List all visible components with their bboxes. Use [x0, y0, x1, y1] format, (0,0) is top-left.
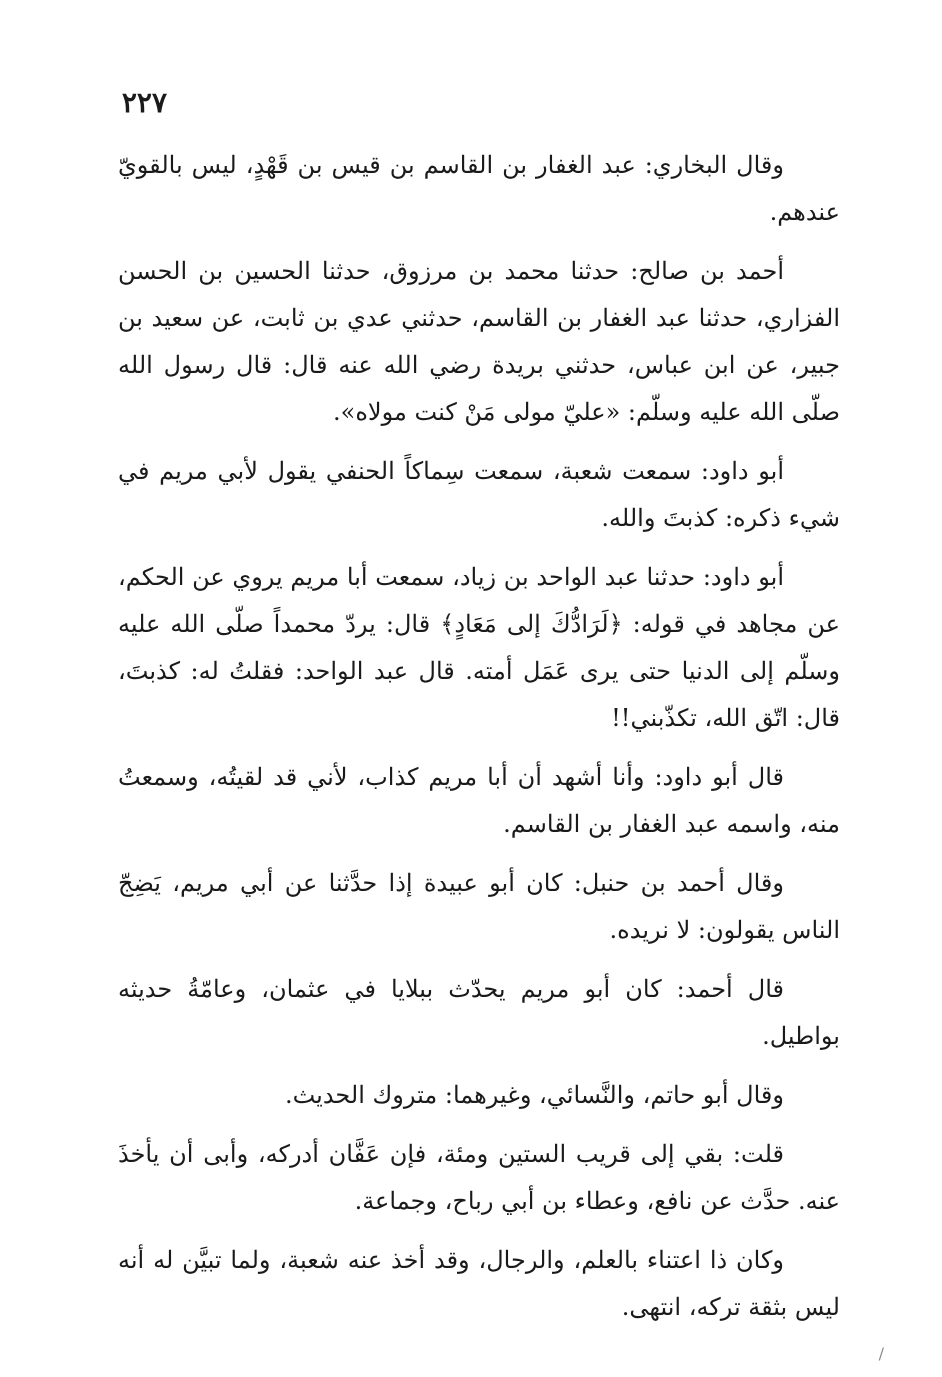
- paragraph: وقال أبو حاتم، والنَّسائي، وغيرهما: متروك الحديث.: [284, 1081, 784, 1109]
- body-text: [118, 142, 840, 1343]
- paragraph: وقال البخاري: عبد الغفار بن القاسم بن قيس بن قَهْدٍ، ليس بالقويّ عندهم.: [118, 151, 840, 226]
- paragraph: أبو داود: حدثنا عبد الواحد بن زياد، سمعت أبا مريم يروي عن الحكم، عن مجاهد في قوله: ﴿لَرَادُّكَ إلى مَعَادٍ﴾ قال: يردّ محمداً صلّى الله عليه وسلّم إلى الدنيا حتى يرى عَمَل أمته. قال عبد الواحد: فقلتُ له: كذبتَ، قال: اتّق الله، تكذّبني!!: [118, 563, 840, 732]
- scan-mark: /: [878, 1344, 884, 1363]
- paragraph: أبو داود: سمعت شعبة، سمعت سِماكاً الحنفي يقول لأبي مريم في شيء ذكره: كذبتَ والله.: [118, 457, 840, 532]
- paragraph: قال أحمد: كان أبو مريم يحدّث ببلايا في عثمان، وعامّةُ حديثه بواطيل.: [118, 975, 840, 1050]
- paragraph: قلت: بقي إلى قريب الستين ومئة، فإن عَفَّان أدركه، وأبى أن يأخذَ عنه. حدَّث عن نافع، وعطاء بن أبي رباح، وجماعة.: [118, 1140, 840, 1215]
- paragraph: وكان ذا اعتناء بالعلم، والرجال، وقد أخذ عنه شعبة، ولما تبيَّن له أنه ليس بثقة تركه، انتهى.: [118, 1246, 840, 1321]
- page-number: ٢٢٧: [121, 86, 167, 119]
- paragraph: أحمد بن صالح: حدثنا محمد بن مرزوق، حدثنا الحسين بن الحسن الفزاري، حدثنا عبد الغفار بن القاسم، حدثني عدي بن ثابت، عن سعيد بن جبير، عن ابن عباس، حدثني بريدة رضي الله عنه قال: قال رسول الله صلّى الله عليه وسلّم: «عليّ مولى مَنْ كنت مولاه».: [118, 257, 840, 426]
- paragraph: وقال أحمد بن حنبل: كان أبو عبيدة إذا حدَّثنا عن أبي مريم، يَضِجّ الناس يقولون: لا نريده.: [118, 869, 840, 944]
- paragraph: قال أبو داود: وأنا أشهد أن أبا مريم كذاب، لأني قد لقيتُه، وسمعتُ منه، واسمه عبد الغفار بن القاسم.: [118, 763, 840, 838]
